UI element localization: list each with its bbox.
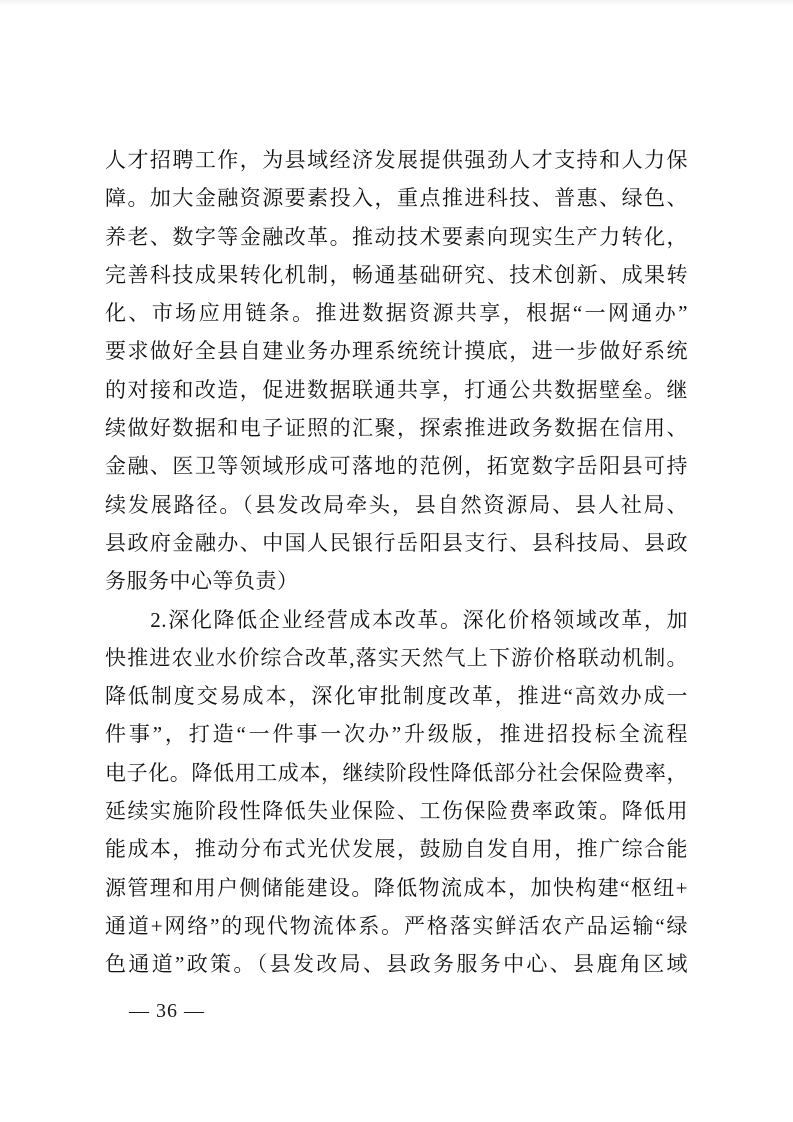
text-line: 件事”，打造“一件事一次办”升级版，推进招投标全流程	[105, 722, 688, 747]
text-line: 续做好数据和电子证照的汇聚，探索推进政务数据在信用、	[105, 416, 688, 441]
paragraph-item-2	[105, 601, 688, 984]
page-number: — 36 —	[129, 1000, 205, 1022]
document-body	[105, 141, 688, 984]
text-line: 电子化。降低用工成本，继续阶段性降低部分社会保险费率，	[105, 760, 688, 785]
text-line: 障。加大金融资源要素投入，重点推进科技、普惠、绿色、	[105, 186, 688, 211]
text-line: 务服务中心等负责）	[105, 569, 299, 594]
text-line: 县政府金融办、中国人民银行岳阳县支行、县科技局、县政	[105, 530, 688, 555]
text-line: 能成本，推动分布式光伏发展，鼓励自发自用，推广综合能	[105, 837, 688, 862]
text-line: 续发展路径。（县发改局牵头，县自然资源局、县人社局、	[105, 492, 688, 517]
text-line: 延续实施阶段性降低失业保险、工伤保险费率政策。降低用	[105, 799, 688, 824]
text-line: 养老、数字等金融改革。推动技术要素向现实生产力转化，	[105, 224, 688, 249]
text-line: 化、市场应用链条。推进数据资源共享，根据“一网通办”	[105, 301, 688, 326]
text-line: 人才招聘工作，为县域经济发展提供强劲人才支持和人力保	[105, 148, 688, 172]
text-line: 2.深化降低企业经营成本改革。深化价格领域改革，加	[105, 607, 688, 632]
text-line: 色通道”政策。（县发改局、县政务服务中心、县鹿角区域	[105, 952, 688, 977]
paragraph-continuation	[105, 141, 688, 601]
text-line: 要求做好全县自建业务办理系统统计摸底，进一步做好系统	[105, 339, 688, 364]
scan-edge-shading	[0, 0, 793, 6]
text-line: 降低制度交易成本，深化审批制度改革，推进“高效办成一	[105, 684, 688, 709]
text-line: 快推进农业水价综合改革,落实天然气上下游价格联动机制。	[105, 645, 688, 670]
text-line: 的对接和改造，促进数据联通共享，打通公共数据壁垒。继	[105, 377, 688, 402]
text-line: 通道+网络”的现代物流体系。严格落实鲜活农产品运输“绿	[105, 913, 688, 938]
text-line: 源管理和用户侧储能建设。降低物流成本，加快构建“枢纽+	[105, 875, 688, 900]
text-line: 金融、医卫等领域形成可落地的范例，拓宽数字岳阳县可持	[105, 454, 688, 479]
text-line: 完善科技成果转化机制，畅通基础研究、技术创新、成果转	[105, 262, 688, 287]
